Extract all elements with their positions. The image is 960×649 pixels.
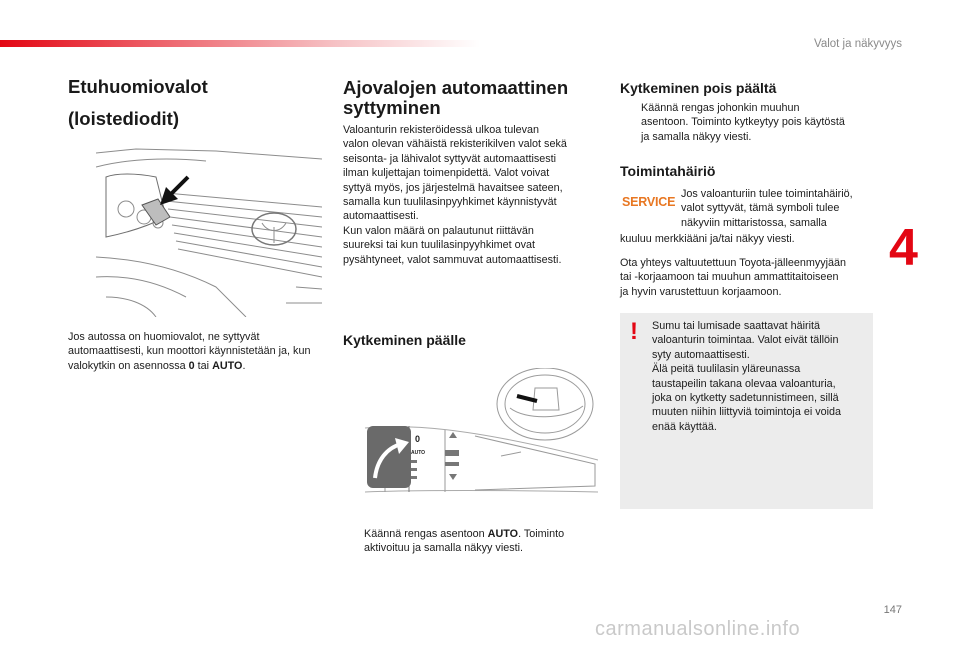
heading-auto-headlights	[343, 78, 568, 118]
text-line: ja samalla näkyy viesti.	[641, 130, 752, 143]
heading-line: Ajovalojen automaattinen	[343, 77, 569, 98]
section-title: Valot ja näkyvyys	[814, 38, 902, 50]
chapter-number: 4	[889, 219, 918, 277]
headlight-illustration	[96, 147, 322, 317]
auto-label: AUTO	[487, 528, 519, 540]
text-line: Jos valoanturiin tulee toimintahäiriö,	[681, 188, 853, 200]
text-run: .	[242, 359, 246, 372]
text-line: Ota yhteys valtuutettuun Toyota-jälleenmyyjään	[620, 257, 847, 269]
text-line: tai -korjaamoon tai muuhun ammattitaitoiseen	[620, 271, 839, 284]
text-line: Älä peitä tuulilasin yläreunassa	[652, 363, 801, 376]
text-line: Sumu tai lumisade saattavat häiritä	[652, 320, 821, 332]
heading-line: Etuhuomiovalot	[68, 76, 208, 97]
text-line: Käännä rengas johonkin muuhun	[641, 102, 800, 114]
text-line: joka on kytketty sadetunnistimeen, sillä	[652, 392, 839, 405]
text-line: pysähtyneet, valot sammuvat automaattisesti.	[343, 253, 562, 266]
pointer-arrow-icon	[160, 177, 188, 205]
heading-line: syttyminen	[343, 97, 441, 118]
text-line: automaattisesti.	[343, 210, 419, 223]
text-run: Käännä rengas asentoon	[364, 528, 488, 540]
light-stalk-illustration	[345, 368, 598, 498]
bullet-text	[343, 527, 603, 556]
malfunction-text	[681, 187, 881, 230]
bullet-text	[620, 101, 880, 144]
text-line: syttyä myös, jos järjestelmä havaitsee sateen,	[343, 181, 563, 194]
text-line: Valoanturin rekisteröidessä ulkoa tulevan	[343, 124, 540, 136]
daytime-lights-text	[68, 330, 320, 373]
auto-headlights-text	[343, 123, 603, 267]
contact-dealer-text	[620, 256, 880, 299]
position-zero-label: 0	[188, 359, 195, 372]
header-color-bar	[0, 40, 480, 47]
heading-daytime-lights	[68, 74, 208, 132]
text-line: asentoon. Toiminto kytkeytyy pois käytöstä	[641, 116, 845, 129]
text-line: ja hyvin varustettuun korjaamoon.	[620, 285, 782, 298]
stalk-label-zero: 0	[415, 434, 421, 444]
warning-box	[620, 313, 873, 509]
text-run: . Toiminto	[518, 528, 565, 540]
text-line: seisonta- ja lähivalot syttyvät automaattisesti	[343, 152, 557, 165]
warning-text	[652, 319, 868, 434]
heading-malfunction: Toimintahäiriö	[620, 163, 716, 179]
text-line: muuten niihin liittyviä toimintoja ei voida	[652, 406, 842, 419]
text-line: Kun valon määrä on palautunut riittävän	[343, 224, 534, 237]
switch-off-bullet	[620, 101, 880, 144]
page-number: 147	[883, 604, 902, 616]
text-line: taustapeilin takana olevaa valoanturia,	[652, 377, 836, 390]
malfunction-text-end: kuuluu merkkiääni ja/tai näkyy viesti.	[620, 233, 795, 245]
text-run: tai	[194, 359, 213, 372]
heading-line: (loistediodit)	[68, 108, 179, 129]
text-line: samalla kun tuulilasinpyyhkimet käynnistyvät	[343, 196, 557, 209]
warning-icon: !	[630, 318, 638, 345]
text-run: aktivoituu ja samalla näkyy viesti.	[364, 542, 524, 555]
heading-switch-on: Kytkeminen päälle	[343, 332, 466, 348]
text-line: enää käyttää.	[652, 420, 717, 433]
text-line: suureksi tai kun tuulilasinpyyhkimet ovat	[343, 239, 536, 252]
text-line: syty automaattisesti.	[652, 348, 750, 361]
watermark[interactable]: carmanualsonline.info	[595, 618, 801, 640]
heading-switch-off: Kytkeminen pois päältä	[620, 80, 777, 96]
service-warning-icon: SERVICE	[622, 195, 676, 209]
switch-on-bullet	[343, 527, 603, 556]
text-run: Jos autossa on huomiovalot, ne syttyvät automaattisesti, kun moottori käynnistetään ja, kun valokytkin on asennossa	[68, 331, 311, 372]
text-line: näkyviin mittaristossa, samalla	[681, 216, 827, 229]
stalk-label-auto: AUTO	[411, 450, 426, 456]
text-line: valon olevan vähäistä rekisterikilven valot sekä	[343, 138, 567, 151]
auto-label: AUTO	[212, 359, 243, 372]
text-line: ilman kuljettajan toimenpidettä. Valot voivat	[343, 167, 550, 180]
text-line: valot syttyvät, tämä symboli tulee	[681, 202, 840, 215]
text-line: valoanturin toimintaa. Valot eivät tällöin	[652, 334, 839, 347]
